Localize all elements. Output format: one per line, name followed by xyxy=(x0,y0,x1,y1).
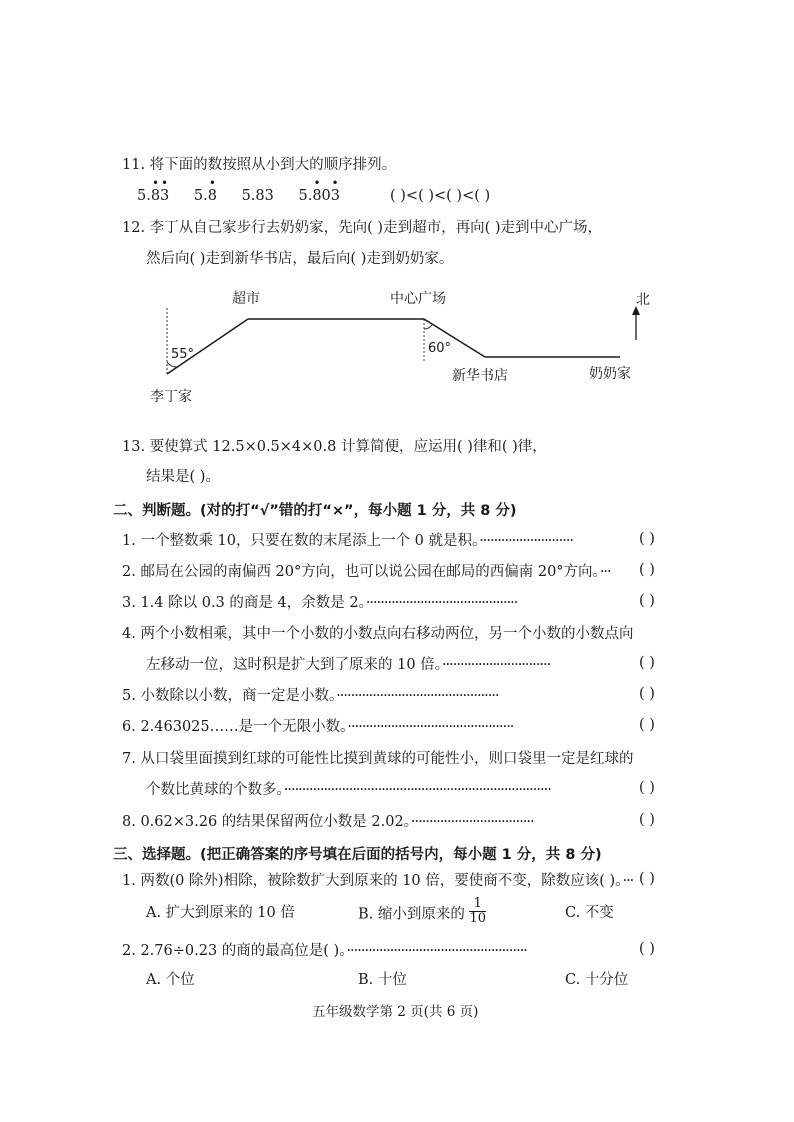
judge-answer-6[interactable]: ( ) xyxy=(639,717,655,733)
choice-answer-1[interactable]: ( ) xyxy=(639,871,655,887)
choice-q2-option-c[interactable]: C. 十分位 xyxy=(565,972,629,988)
page-footer: 五年级数学第 2 页(共 6 页) xyxy=(312,1004,479,1020)
q11-number-4: 5.803 • • xyxy=(298,176,340,204)
judge-answer-2[interactable]: ( ) xyxy=(639,562,655,578)
label-grandma: 奶奶家 xyxy=(589,366,631,382)
choice-q1: 1. 两数(0 除外)相除，被除数扩大到原来的 10 倍，要使商不变，除数应该( )。··· xyxy=(122,873,634,889)
judge-item-4-cont: 左移动一位，这时积是扩大到了原来的 10 倍。······························ xyxy=(146,657,551,673)
judge-item-4: 4. 两个小数相乘，其中一个小数的小数点向右移动两位，另一个小数的小数点向 xyxy=(122,626,634,642)
judge-item-6: 6. 2.463025……是一个无限小数。·············································· xyxy=(122,719,514,735)
judge-answer-5[interactable]: ( ) xyxy=(639,686,655,702)
q12-line1: 12. 李丁从自己家步行去奶奶家，先向( )走到超市，再向( )走到中心广场， xyxy=(122,220,603,236)
label-supermarket: 超市 xyxy=(232,291,260,307)
q11-number-1: 5.83 • • xyxy=(137,176,170,204)
judge-item-2: 2. 邮局在公园的南偏西 20°方向，也可以说公园在邮局的西偏南 20°方向。··· xyxy=(122,564,611,580)
choice-q2: 2. 2.76÷0.23 的商的最高位是( )。·················································· xyxy=(122,943,527,959)
choice-q2-option-a[interactable]: A. 个位 xyxy=(146,972,195,988)
angle-plaza: 60° xyxy=(428,341,452,356)
label-plaza: 中心广场 xyxy=(390,291,446,307)
judge-answer-8[interactable]: ( ) xyxy=(639,812,655,828)
q11-text: 11. 将下面的数按照从小到大的顺序排列。 xyxy=(122,157,397,173)
angle-home: 55° xyxy=(171,347,195,362)
q12-line2: 然后向( )走到新华书店，最后向( )走到奶奶家。 xyxy=(146,251,454,267)
choice-answer-2[interactable]: ( ) xyxy=(639,941,655,957)
section3-title: 三、选择题。(把正确答案的序号填在后面的括号内，每小题 1 分，共 8 分) xyxy=(113,847,602,863)
judge-item-1: 1. 一个整数乘 10，只要在数的末尾添上一个 0 就是积。·························· xyxy=(122,533,574,549)
q11-blanks[interactable]: ( )<( )<( )<( ) xyxy=(390,188,491,204)
judge-answer-1[interactable]: ( ) xyxy=(639,531,655,547)
choice-q1-option-a[interactable]: A. 扩大到原来的 10 倍 xyxy=(146,905,295,921)
label-bookstore: 新华书店 xyxy=(452,368,508,384)
q11-numbers xyxy=(137,176,340,206)
angle-arc-plaza xyxy=(424,325,432,329)
route-map xyxy=(140,282,670,412)
fraction-one-tenth: $\frac{1}{10}$ xyxy=(469,896,487,926)
label-home: 李丁家 xyxy=(150,389,192,405)
judge-item-8: 8. 0.62×3.26 的结果保留两位小数是 2.02。·································· xyxy=(122,814,534,830)
q13-line1: 13. 要使算式 12.5×0.5×4×0.8 计算简便，应运用( )律和( )律， xyxy=(122,439,547,455)
judge-item-7: 7. 从口袋里面摸到红球的可能性比摸到黄球的可能性小，则口袋里一定是红球的 xyxy=(122,751,634,767)
judge-item-3: 3. 1.4 除以 0.3 的商是 4，余数是 2。·········································· xyxy=(122,595,518,611)
judge-item-7-cont: 个数比黄球的个数多。·········································································· xyxy=(146,782,551,798)
choice-q1-option-b[interactable]: B. 缩小到原来的 $\frac{1}{10}$ xyxy=(358,896,487,926)
judge-answer-4[interactable]: ( ) xyxy=(639,655,655,671)
choice-q1-option-c[interactable]: C. 不变 xyxy=(565,905,614,921)
q11-number-3: 5.83 xyxy=(241,188,274,204)
q13-line2: 结果是( )。 xyxy=(146,469,220,485)
q11-number-2: 5.8 • xyxy=(193,176,217,204)
angle-arc-home xyxy=(167,362,177,367)
judge-item-5: 5. 小数除以小数，商一定是小数。············································· xyxy=(122,688,499,704)
judge-answer-3[interactable]: ( ) xyxy=(639,593,655,609)
label-north: 北 xyxy=(636,292,650,308)
section2-title: 二、判断题。(对的打“√”错的打“×”，每小题 1 分，共 8 分) xyxy=(113,503,517,519)
choice-q2-option-b[interactable]: B. 十位 xyxy=(358,972,407,988)
judge-answer-7[interactable]: ( ) xyxy=(639,780,655,796)
